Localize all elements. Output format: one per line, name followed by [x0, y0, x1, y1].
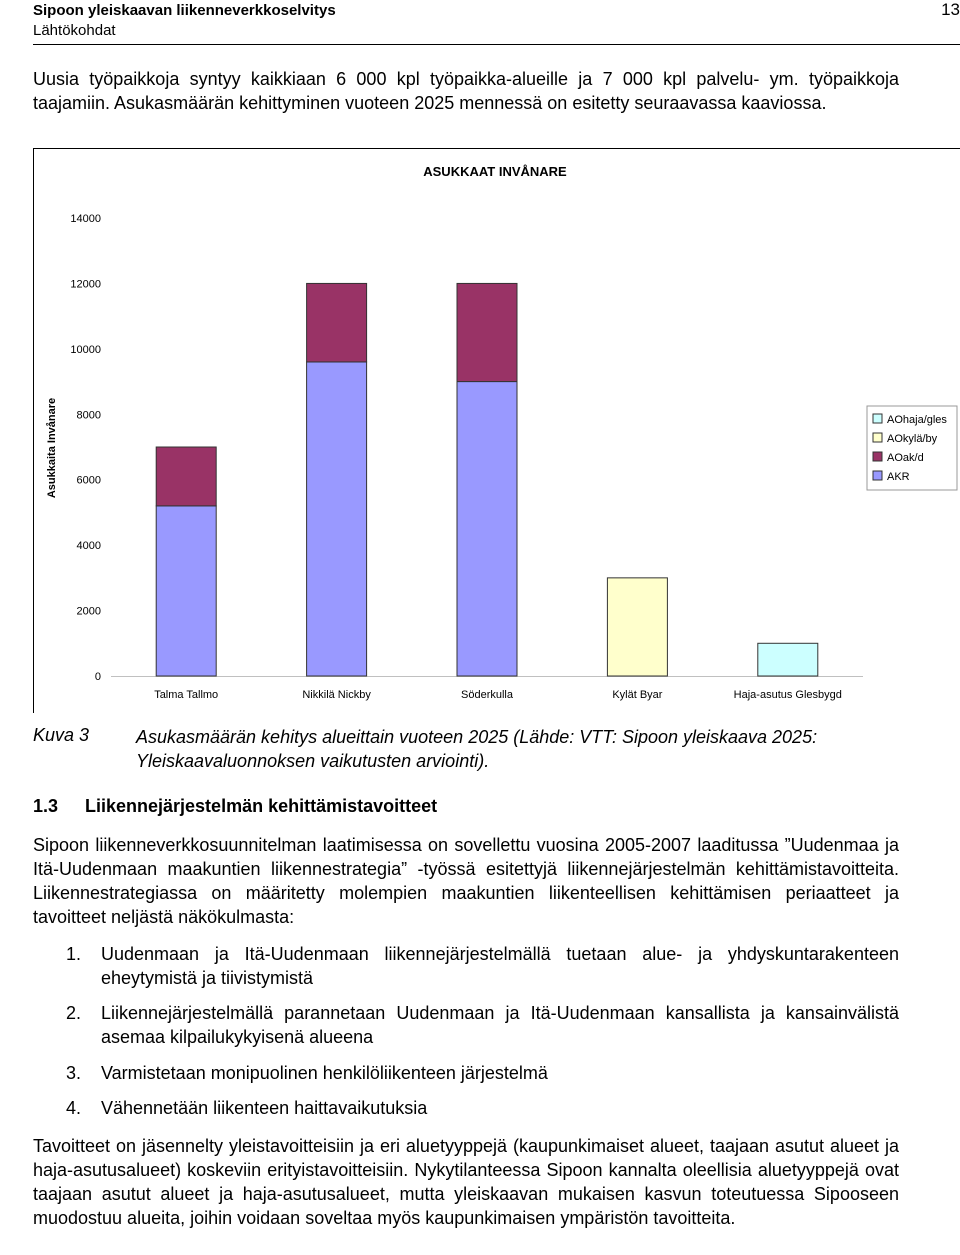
- list-item-number: 2.: [66, 1003, 82, 1023]
- section-heading: [33, 796, 437, 817]
- chart-legend: [867, 406, 957, 490]
- y-tick-label: 14000: [70, 213, 101, 225]
- y-tick-label: 8000: [76, 409, 101, 422]
- y-tick-label: 4000: [76, 540, 101, 553]
- legend-label: AOkylä/by: [887, 433, 938, 445]
- y-tick-label: 0: [94, 671, 101, 683]
- list-item-number: 3.: [66, 1063, 82, 1083]
- bar-segment: [307, 283, 367, 362]
- legend-swatch: [873, 471, 882, 480]
- document-title: Sipoon yleiskaavan liikenneverkkoselvitys: [33, 2, 336, 19]
- population-chart: [33, 148, 960, 713]
- x-tick-label: Haja-asutus Glesbygd: [733, 689, 842, 701]
- bar-segment: [307, 362, 367, 676]
- figure-caption: Asukasmäärän kehitys alueittain vuoteen 2025 (Lähde: VTT: Sipoon yleiskaava 2025: Yleiskaavaluonnoksen vaikutusten arviointi).: [136, 727, 818, 771]
- bar-group: [156, 283, 818, 676]
- y-tick-label: 12000: [70, 278, 101, 291]
- x-tick-label: Kylät Byar: [612, 689, 663, 701]
- list-item-number: 4.: [66, 1098, 82, 1118]
- list-item-text: Vähennetään liikenteen haittavaikutuksia: [101, 1098, 428, 1118]
- x-tick-label: Söderkulla: [461, 689, 513, 701]
- y-tick-label: 2000: [76, 605, 101, 618]
- bar-segment: [457, 283, 517, 381]
- chapter-title: Lähtökohdat: [33, 22, 116, 39]
- list-item-text: Varmistetaan monipuolinen henkilöliikenteen järjestelmä: [101, 1063, 548, 1083]
- legend-label: AOhaja/gles: [887, 414, 947, 426]
- x-tick-label: Talma Tallmo: [154, 689, 219, 701]
- page-header: [33, 0, 960, 45]
- y-tick-label: 10000: [70, 343, 101, 356]
- section-title: Liikennejärjestelmän kehittämistavoitteet: [85, 796, 438, 816]
- paragraph-goals: Tavoitteet on jäsennelty yleistavoitteisiin ja eri aluetyyppejä (kaupunkimaiset alueet, taajaan asutut alueet ja haja-asutusalueet) koskeviin erityistavoitteisiin. Nykytilanteessa Sipoon kannalta oleellisia aluetyyppejä ovat taajaan asutut alueet ja haja-asutusalueet, mutta yleiskaavan mukaisen kasvun toteutuessa Sipooseen muodostuu alueita, joihin voidaan soveltaa myös kaupunkimaisen ympäristön tavoitteita.: [33, 1136, 899, 1228]
- bar-segment: [156, 447, 216, 506]
- chart-svg: [33, 148, 960, 713]
- chart-y-axis-label: Asukkaita Invånare: [46, 397, 58, 499]
- x-tick-label: Nikkilä Nickby: [302, 689, 371, 701]
- list-item-number: 1.: [66, 944, 82, 964]
- legend-swatch: [873, 433, 882, 442]
- chart-title: ASUKKAAT INVÅNARE: [423, 164, 567, 179]
- bar-segment: [758, 643, 818, 676]
- legend-label: AOak/d: [887, 452, 924, 464]
- paragraph-strategy: Sipoon liikenneverkkosuunnitelman laatimisessa on sovellettu vuosina 2005-2007 laaditussa ”Uudenmaa ja Itä-Uudenmaan maakuntien liikennestrategia” -työssä esitettyjä liikennejärjestelmän kehittämistavoitteita. Liikennestrategiassa on määritetty molempien maakuntien liikenteellisen kehittämisen periaatteet ja tavoitteet neljästä näkökulmasta:: [33, 835, 899, 927]
- list-item-text: Liikennejärjestelmällä parannetaan Uudenmaan ja Itä-Uudenmaan kansallista ja kansainvälistä asemaa kilpailukykyisenä alueena: [101, 1003, 899, 1047]
- section-number: 1.3: [33, 796, 59, 816]
- figure-label: Kuva 3: [33, 725, 90, 745]
- bar-segment: [457, 382, 517, 676]
- page-number: 13: [941, 0, 960, 19]
- intro-paragraph: Uusia työpaikkoja syntyy kaikkiaan 6 000 kpl työpaikka-alueille ja 7 000 kpl palvelu- ym. työpaikkoja taajamiin. Asukasmäärän kehittyminen vuoteen 2025 mennessä on esitetty seuraavassa kaaviossa.: [33, 69, 899, 113]
- list-item-text: Uudenmaan ja Itä-Uudenmaan liikennejärjestelmällä tuetaan alue- ja yhdyskuntarakenteen eheytymistä ja tiivistymistä: [101, 944, 899, 988]
- legend-swatch: [873, 414, 882, 423]
- bar-segment: [156, 506, 216, 676]
- y-tick-label: 6000: [76, 474, 101, 487]
- legend-swatch: [873, 452, 882, 461]
- x-axis: [154, 689, 842, 701]
- bar-segment: [607, 578, 667, 676]
- legend-label: AKR: [887, 471, 910, 483]
